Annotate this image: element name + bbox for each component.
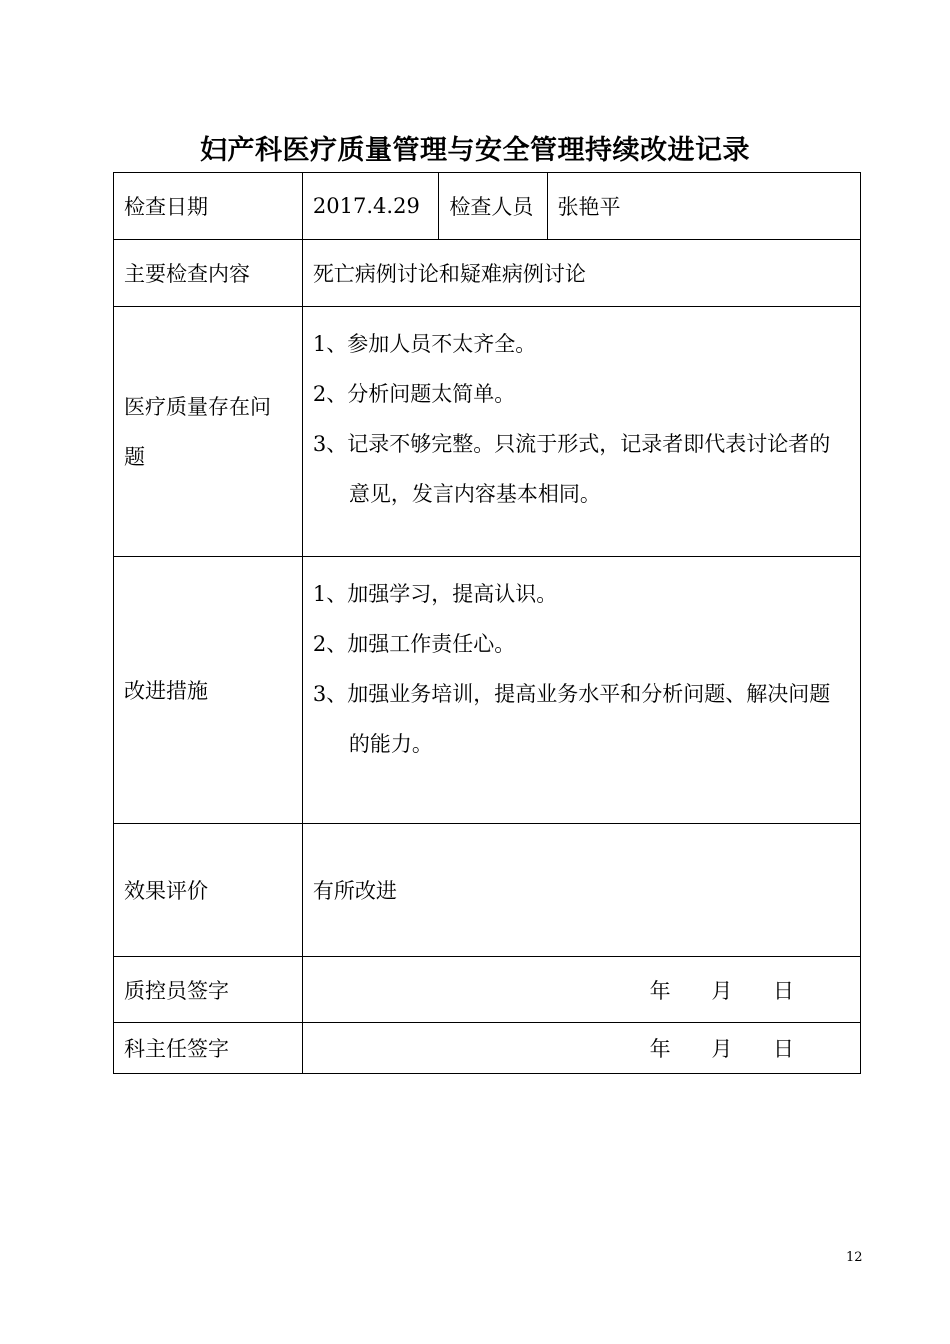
- year-label: 年: [649, 1037, 671, 1061]
- problems-label: 医疗质量存在问题: [114, 307, 303, 557]
- date-label: 检查日期: [114, 173, 303, 240]
- director-sign-date: [302, 1023, 860, 1074]
- month-label: 月: [711, 978, 733, 1003]
- measures-row: [114, 557, 861, 824]
- inspector-label: 检查人员: [439, 173, 547, 240]
- measures-label: 改进措施: [114, 557, 303, 824]
- month-label: 月: [711, 1037, 733, 1061]
- page-number: 12: [846, 1250, 863, 1265]
- measures-list: [302, 557, 860, 824]
- problems-list: [302, 307, 860, 557]
- measure-item: 2、加强工作责任心。: [312, 632, 516, 656]
- problems-row: [114, 307, 861, 557]
- measure-item: 3、加强业务培训，提高业务水平和分析问题、解决问题的能力。: [312, 682, 831, 756]
- problem-item: 1、参加人员不太齐全。: [312, 332, 537, 356]
- evaluation-label: 效果评价: [114, 824, 303, 957]
- problem-item: 3、记录不够完整。只流于形式，记录者即代表讨论者的意见，发言内容基本相同。: [312, 432, 831, 506]
- qc-sign-row: [114, 957, 861, 1023]
- document-title: 妇产科医疗质量管理与安全管理持续改进记录: [200, 135, 750, 166]
- improvement-record-table: [113, 172, 861, 1074]
- qc-sign-label: 质控员签字: [114, 957, 303, 1023]
- day-label: 日: [773, 1037, 794, 1061]
- director-sign-row: [114, 1023, 861, 1074]
- day-label: 日: [773, 978, 794, 1003]
- evaluation-value: 有所改进: [302, 824, 860, 957]
- content-label: 主要检查内容: [114, 240, 303, 307]
- header-row: [114, 173, 861, 240]
- content-row: [114, 240, 861, 307]
- inspector-value: 张艳平: [547, 173, 860, 240]
- date-value: 2017.4.29: [302, 173, 439, 240]
- content-value: 死亡病例讨论和疑难病例讨论: [302, 240, 860, 307]
- qc-sign-date: [302, 957, 860, 1023]
- director-sign-label: 科主任签字: [114, 1023, 303, 1074]
- year-label: 年: [649, 978, 671, 1003]
- problem-item: 2、分析问题太简单。: [312, 382, 516, 406]
- measure-item: 1、加强学习，提高认识。: [312, 582, 558, 606]
- evaluation-row: [114, 824, 861, 957]
